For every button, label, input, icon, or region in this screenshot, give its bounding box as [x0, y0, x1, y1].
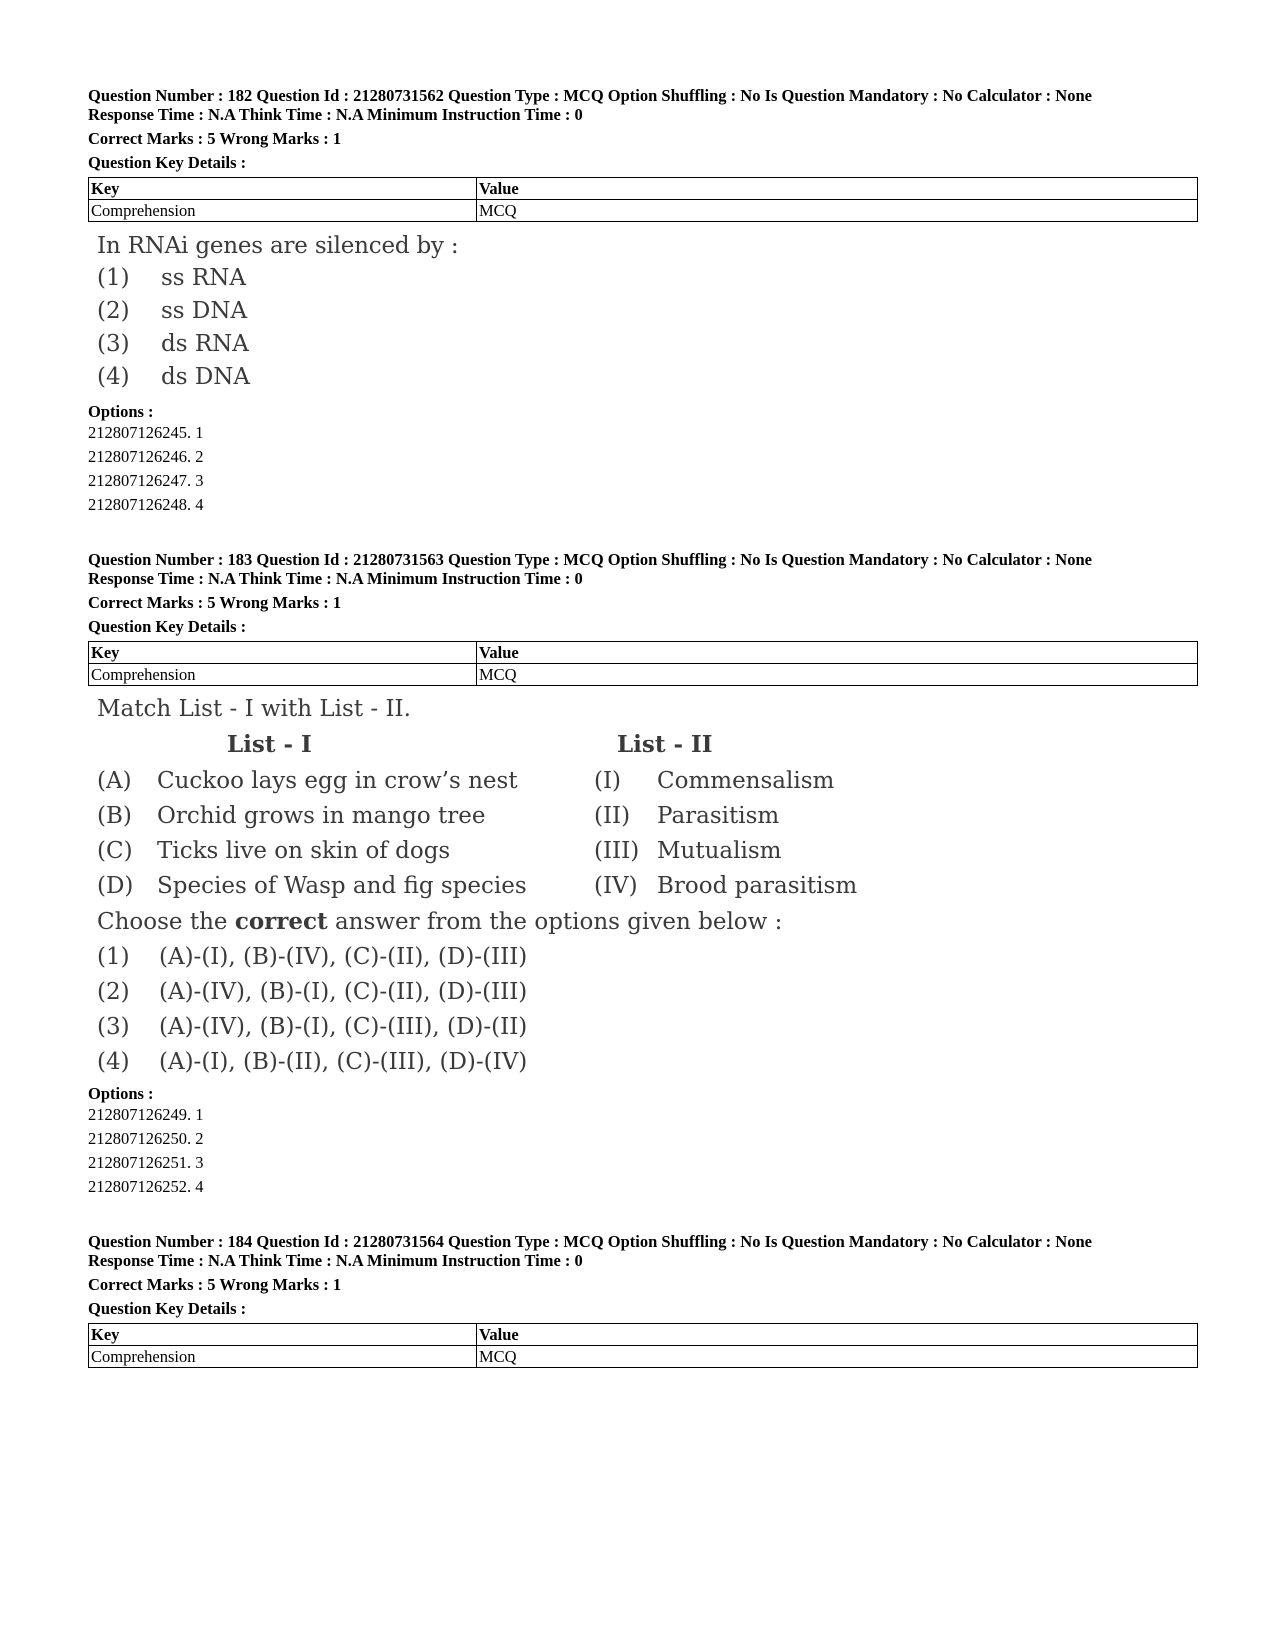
marks-line: Correct Marks : 5 Wrong Marks : 1 — [88, 1275, 342, 1294]
list2-text: Mutualism — [657, 838, 782, 864]
question-meta-line2: Response Time : N.A Think Time : N.A Minimum Instruction Time : 0 — [88, 1251, 583, 1270]
option-line: 212807126247. 3 — [88, 471, 204, 490]
table-header-value: Value — [477, 1324, 1198, 1346]
option-line: 212807126250. 2 — [88, 1129, 204, 1148]
list2-text: Commensalism — [657, 768, 835, 794]
option-line: 212807126248. 4 — [88, 495, 204, 514]
marks-line: Correct Marks : 5 Wrong Marks : 1 — [88, 129, 342, 148]
choice-number: (3) — [97, 331, 130, 357]
list1-label: (D) — [97, 873, 134, 899]
table-cell-key: Comprehension — [89, 200, 477, 222]
choice-text: (A)-(IV), (B)-(I), (C)-(II), (D)-(III) — [159, 979, 528, 1005]
question-meta-line1: Question Number : 183 Question Id : 21280731563 Question Type : MCQ Option Shuffling : No Is Question Mandatory : No Calculator : None — [88, 550, 1092, 569]
choice-number: (2) — [97, 979, 130, 1005]
choice-row — [97, 975, 1198, 1010]
choice-number: (1) — [97, 944, 130, 970]
key-details-table — [88, 1323, 1198, 1368]
question-block-183 — [88, 550, 1198, 1199]
choose-post: answer from the options given below : — [327, 909, 783, 935]
list2-heading: List - II — [617, 731, 713, 758]
option-line: 212807126246. 2 — [88, 447, 204, 466]
option-line: 212807126252. 4 — [88, 1177, 204, 1196]
choice-text: (A)-(I), (B)-(IV), (C)-(II), (D)-(III) — [159, 944, 528, 970]
choice-number: (4) — [97, 1049, 130, 1075]
table-header-key: Key — [89, 178, 477, 200]
choice-row — [97, 328, 1198, 361]
key-details-table — [88, 641, 1198, 686]
list1-label: (A) — [97, 768, 132, 794]
question-text: In RNAi genes are silenced by : — [97, 233, 459, 259]
marks-line: Correct Marks : 5 Wrong Marks : 1 — [88, 593, 342, 612]
question-block-182 — [88, 86, 1198, 517]
choose-bold: correct — [234, 908, 328, 935]
choice-text: (A)-(I), (B)-(II), (C)-(III), (D)-(IV) — [159, 1049, 528, 1075]
choose-instruction — [97, 904, 1198, 940]
list-headings — [97, 726, 1198, 764]
choice-text: (A)-(IV), (B)-(I), (C)-(III), (D)-(II) — [159, 1014, 528, 1040]
option-line: 212807126249. 1 — [88, 1105, 204, 1124]
key-details-label: Question Key Details : — [88, 1299, 247, 1318]
choice-text: ss RNA — [161, 265, 246, 291]
table-header-value: Value — [477, 178, 1198, 200]
choose-pre: Choose the — [97, 909, 235, 935]
match-row — [97, 834, 1198, 869]
choice-number: (2) — [97, 298, 130, 324]
choice-text: ds RNA — [161, 331, 249, 357]
list2-label: (III) — [594, 838, 640, 864]
list2-text: Brood parasitism — [657, 873, 858, 899]
table-header-value: Value — [477, 642, 1198, 664]
question-image — [88, 692, 1198, 1080]
table-header-key: Key — [89, 642, 477, 664]
list1-heading: List - I — [227, 731, 312, 758]
choice-row — [97, 1045, 1198, 1080]
choice-row — [97, 262, 1198, 295]
list1-text: Orchid grows in mango tree — [157, 803, 486, 829]
table-cell-value: MCQ — [477, 1346, 1198, 1368]
question-meta-line1: Question Number : 184 Question Id : 21280731564 Question Type : MCQ Option Shuffling : No Is Question Mandatory : No Calculator : None — [88, 1232, 1092, 1251]
choice-row — [97, 361, 1198, 394]
list2-label: (IV) — [594, 873, 638, 899]
match-title: Match List - I with List - II. — [97, 696, 411, 722]
match-row — [97, 869, 1198, 904]
question-meta-line1: Question Number : 182 Question Id : 21280731562 Question Type : MCQ Option Shuffling : No Is Question Mandatory : No Calculator : None — [88, 86, 1092, 105]
choice-row — [97, 1010, 1198, 1045]
question-block-184 — [88, 1232, 1198, 1368]
key-details-label: Question Key Details : — [88, 153, 247, 172]
list1-label: (B) — [97, 803, 132, 829]
list2-label: (I) — [594, 768, 622, 794]
question-meta-line2: Response Time : N.A Think Time : N.A Minimum Instruction Time : 0 — [88, 569, 583, 588]
list1-label: (C) — [97, 838, 133, 864]
options-label: Options : — [88, 402, 154, 421]
key-details-table — [88, 177, 1198, 222]
list1-text: Species of Wasp and fig species — [157, 873, 527, 899]
choice-text: ds DNA — [161, 364, 251, 390]
document-page — [88, 86, 1198, 1368]
choice-row — [97, 295, 1198, 328]
table-cell-value: MCQ — [477, 664, 1198, 686]
table-header-key: Key — [89, 1324, 477, 1346]
table-cell-value: MCQ — [477, 200, 1198, 222]
choice-number: (3) — [97, 1014, 130, 1040]
option-line: 212807126245. 1 — [88, 423, 204, 442]
choice-row — [97, 940, 1198, 975]
key-details-label: Question Key Details : — [88, 617, 247, 636]
choice-number: (1) — [97, 265, 130, 291]
question-meta-line2: Response Time : N.A Think Time : N.A Minimum Instruction Time : 0 — [88, 105, 583, 124]
choice-text: ss DNA — [161, 298, 248, 324]
match-row — [97, 764, 1198, 799]
options-label: Options : — [88, 1084, 154, 1103]
option-line: 212807126251. 3 — [88, 1153, 204, 1172]
list2-text: Parasitism — [657, 803, 780, 829]
list1-text: Cuckoo lays egg in crow’s nest — [157, 768, 518, 794]
table-cell-key: Comprehension — [89, 1346, 477, 1368]
match-row — [97, 799, 1198, 834]
table-cell-key: Comprehension — [89, 664, 477, 686]
list1-text: Ticks live on skin of dogs — [157, 838, 451, 864]
list2-label: (II) — [594, 803, 631, 829]
question-image — [88, 230, 1198, 394]
choice-number: (4) — [97, 364, 130, 390]
